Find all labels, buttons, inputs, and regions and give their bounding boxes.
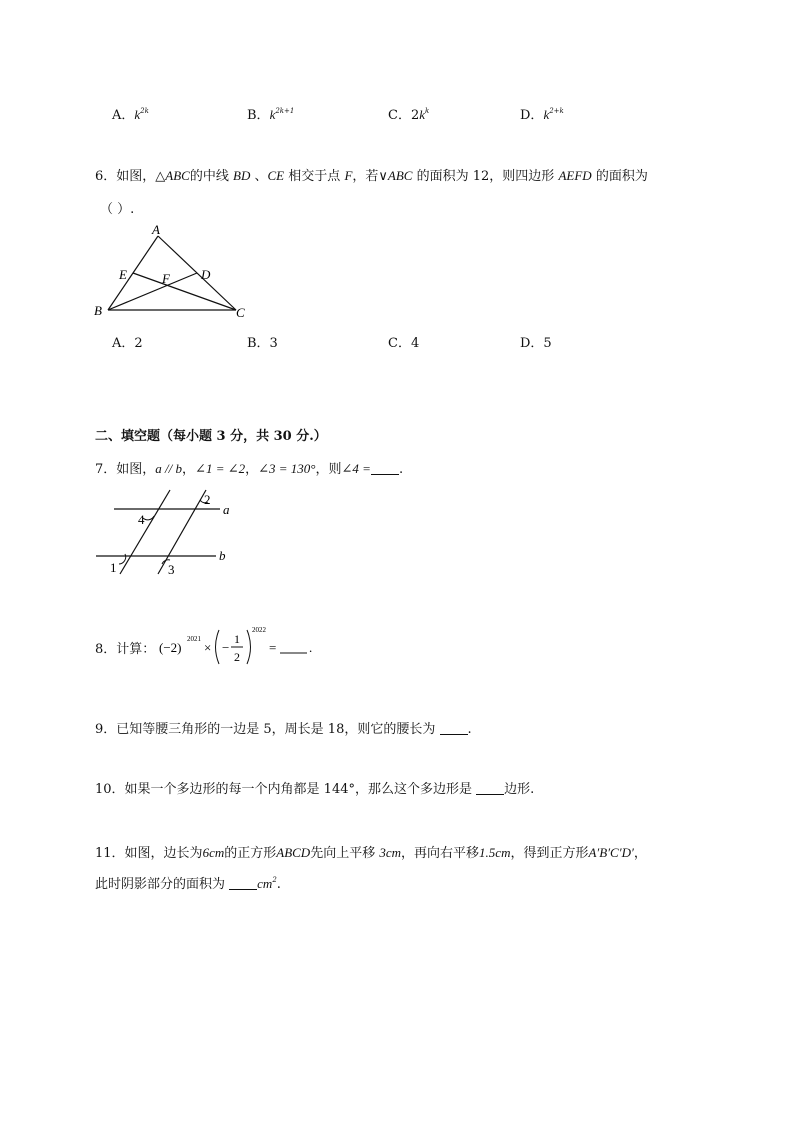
q8-end: . (309, 640, 313, 655)
fig-label-e: E (119, 267, 127, 282)
q10-question-text: 10．如果一个多边形的每一个内角都是 144°，那么这个多边形是 边形. (95, 782, 535, 797)
fig-label-1: 1 (110, 560, 117, 575)
q6-option-d: D．5 (520, 336, 552, 351)
q8-eq: = (269, 640, 277, 655)
fig-label-b: B (94, 303, 102, 318)
q7-question-text: 7．如图，a // b，∠1 = ∠2，∠3 = 130°，则∠4 = . (95, 461, 404, 477)
fig-label-4: 4 (138, 512, 145, 527)
q5-option-d: D．$k^{2+k}$ (520, 107, 564, 123)
q5-option-c: C．$2k^k$ (388, 107, 430, 123)
q5-option-a: A．$k^{2k}$ (112, 107, 149, 123)
q6-option-a: A．2 (112, 336, 143, 351)
fig-label-a: A (152, 222, 160, 237)
fig-label-b-line: b (219, 548, 226, 563)
answer-blank (371, 462, 399, 475)
q8-exp2: 2022 (252, 626, 266, 634)
answer-blank (229, 877, 257, 890)
answer-blank (440, 722, 468, 735)
q8-base: (−2) (159, 640, 182, 655)
q6-answer-paren: （ ）. (100, 202, 135, 217)
q8-label: 8．计算： (95, 642, 156, 657)
q6-question-text: 6．如图，△ABC的中线 BD 、CE 相交于点 F，若∨ABC 的面积为 12，则四边形 AEFD 的面积为 (95, 168, 648, 184)
fig-label-d: D (201, 267, 211, 282)
answer-blank (476, 782, 504, 795)
fig-label-c: C (236, 305, 245, 320)
q6-option-b: B．3 (247, 336, 278, 351)
q6-triangle-figure (90, 222, 260, 322)
q8-times: × (204, 640, 212, 655)
q11-question-line2: 此时阴影部分的面积为 $cm^2$. (95, 876, 281, 892)
fig-label-2: 2 (204, 492, 211, 507)
q8-exp1: 2021 (187, 635, 201, 643)
q5-option-b: B．$k^{2k+1}$ (247, 107, 295, 123)
fig-label-f: F (162, 271, 170, 286)
q9-question-text: 9．已知等腰三角形的一边是 5，周长是 18，则它的腰长为 . (95, 722, 472, 737)
q8-frac-num: 1 (234, 632, 240, 646)
fig-label-3: 3 (168, 562, 175, 577)
q11-question-text: 11．如图，边长为6cm的正方形ABCD先向上平移 3cm，再向右平移1.5cm，得到正方形A′B′C′D′， (95, 845, 647, 861)
q8-frac-den: 2 (234, 650, 240, 664)
q8-expression (157, 622, 327, 668)
q6-option-c: C．4 (388, 336, 420, 351)
fig-label-a-line: a (223, 502, 230, 517)
q7-parallel-lines-figure (92, 488, 242, 580)
q8-frac-sign: − (222, 640, 230, 655)
section-heading: 二、填空题（每小题 3 分，共 30 分.） (95, 429, 327, 444)
